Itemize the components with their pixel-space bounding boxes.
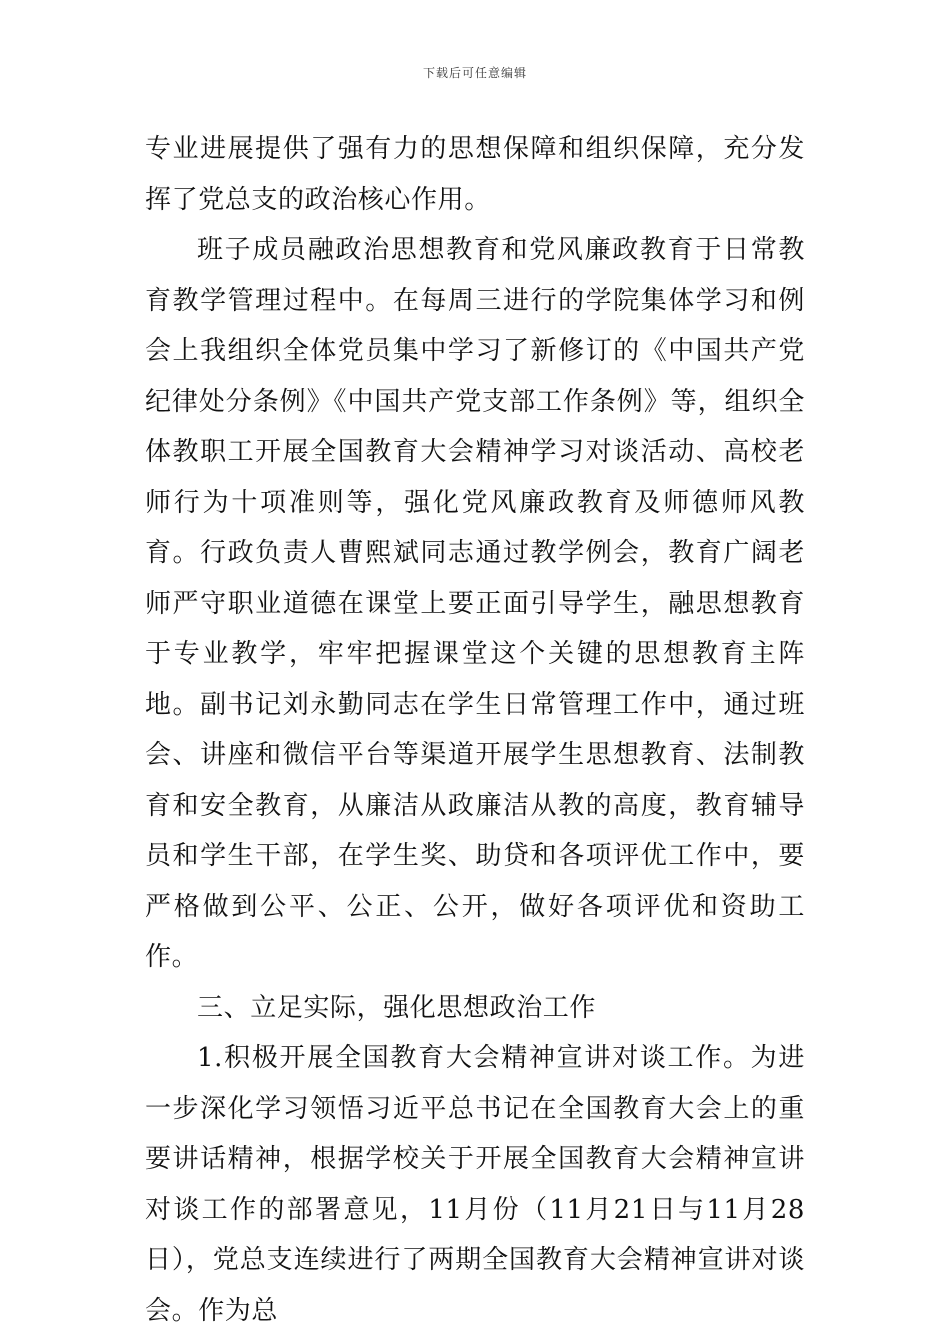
paragraph-education-conference: 1.积极开展全国教育大会精神宣讲对谈工作。为进一步深化学习领悟习近平总书记在全国教育大会上的重要讲话精神，根据学校关于开展全国教育大会精神宣讲对谈工作的部署意见，11月份（11月21日与11月28日），党总支连续进行了两期全国教育大会精神宣讲对谈会。作为总 xyxy=(145,1043,805,1326)
paragraph-leadership-education: 班子成员融政治思想教育和党风廉政教育于日常教育教学管理过程中。在每周三进行的学院集体学习和例会上我组织全体党员集中学习了新修订的《中国共产党纪律处分条例》《中国共产党支部工作条例》等，组织全体教职工开展全国教育大会精神学习对谈活动、高校老师行为十项准则等，强化党风廉政教育及师德师风教育。行政负责人曹熙斌同志通过教学例会，教育广阔老师严守职业道德在课堂上要正面引导学生，融思想教育于专业教学，牢牢把握课堂这个关键的思想教育主阵地。副书记刘永勤同志在学生日常管理工作中，通过班会、讲座和微信平台等渠道开展学生思想教育、法制教育和安全教育，从廉洁从政廉洁从教的高度，教育辅导员和学生干部，在学生奖、助贷和各项评优工作中，要严格做到公平、公正、公开，做好各项评优和资助工作。 xyxy=(145,235,805,972)
paragraph-continuation: 专业进展提供了强有力的思想保障和组织保障，充分发挥了党总支的政治核心作用。 xyxy=(145,134,805,215)
page-header: 下载后可任意编辑 xyxy=(422,66,527,80)
section-heading: 三、立足实际，强化思想政治工作 xyxy=(197,992,597,1023)
document-body xyxy=(145,124,805,1336)
